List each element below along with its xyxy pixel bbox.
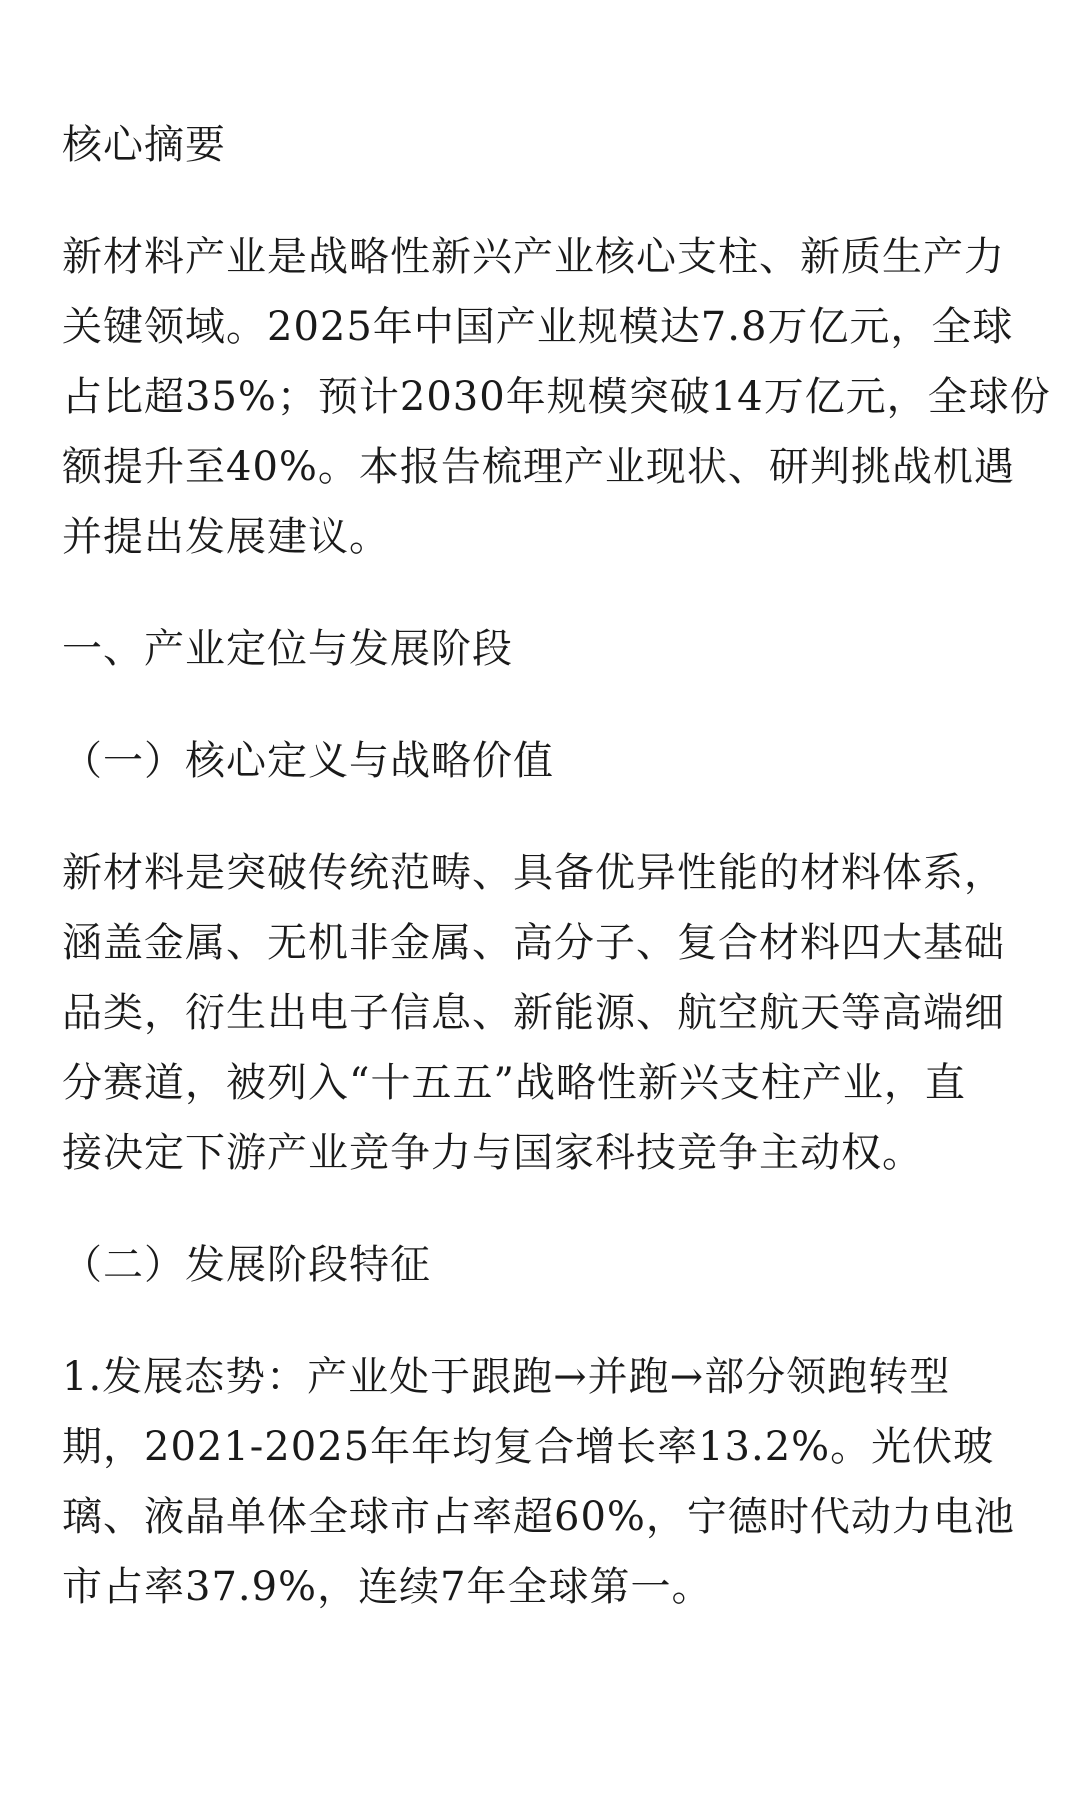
subsection2-paragraph <box>62 1342 1022 1622</box>
subsection1-line: 分赛道，被列入“十五五”战略性新兴支柱产业，直 <box>62 1060 966 1106</box>
subsection2-title: （二）发展阶段特征 <box>62 1242 431 1288</box>
summary-line: 并提出发展建议。 <box>62 514 390 560</box>
subsection1-line: 新材料是突破传统范畴、具备优异性能的材料体系， <box>62 850 1005 896</box>
summary-line: 占比超35%；预计2030年规模突破14万亿元，全球份 <box>62 374 1051 420</box>
subsection1-paragraph <box>62 838 1022 1188</box>
summary-line: 关键领域。2025年中国产业规模达7.8万亿元，全球 <box>62 304 1014 350</box>
summary-line: 额提升至40%。本报告梳理产业现状、研判挑战机遇 <box>62 444 1015 490</box>
summary-paragraph <box>62 222 1051 572</box>
summary-title: 核心摘要 <box>62 122 226 168</box>
subsection1-line: 品类，衍生出电子信息、新能源、航空航天等高端细 <box>62 990 1005 1036</box>
subsection1-line: 接决定下游产业竞争力与国家科技竞争主动权。 <box>62 1130 923 1176</box>
subsection2-line: 璃、液晶单体全球市占率超60%，宁德时代动力电池 <box>62 1494 1015 1540</box>
subsection1-line: 涵盖金属、无机非金属、高分子、复合材料四大基础 <box>62 920 1005 966</box>
document-body <box>62 110 1051 1664</box>
summary-line: 新材料产业是战略性新兴产业核心支柱、新质生产力 <box>62 234 1005 280</box>
subsection2-line: 市占率37.9%，连续7年全球第一。 <box>62 1564 713 1610</box>
subsection2-line: 1.发展态势：产业处于跟跑→并跑→部分领跑转型 <box>62 1354 951 1400</box>
subsection1-title: （一）核心定义与战略价值 <box>62 738 554 784</box>
section1-title: 一、产业定位与发展阶段 <box>62 626 513 672</box>
subsection2-line: 期，2021-2025年年均复合增长率13.2%。光伏玻 <box>62 1424 995 1470</box>
